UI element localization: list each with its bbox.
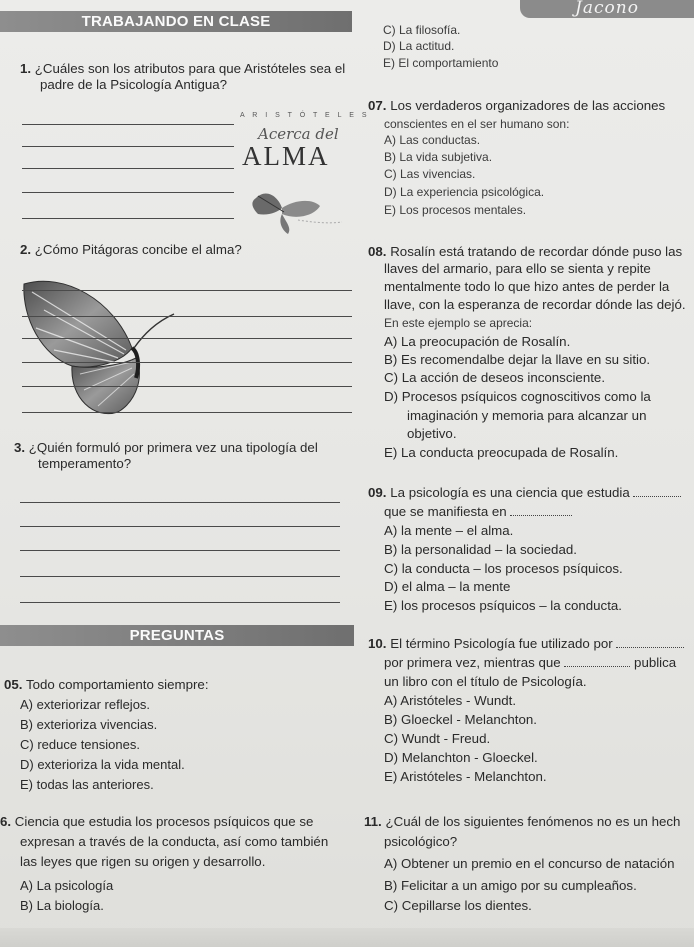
preguntas-bar: [0, 625, 354, 646]
q10-option-a: A) Aristóteles - Wundt.: [384, 693, 517, 708]
q08-line5: En este ejemplo se aprecia:: [384, 316, 533, 330]
q09-text: La psicología es una ciencia que estudia: [390, 485, 630, 500]
q1-text: ¿Cuáles son los atributos para que Aristóteles sea el: [34, 61, 346, 76]
book-author: A R I S T Ó T E L E S: [240, 112, 370, 119]
page-bottom-edge: [0, 928, 694, 947]
book-title-big: ALMA: [242, 141, 330, 171]
q07-option-d: D) La experiencia psicológica.: [384, 185, 545, 199]
q09-line1: [368, 485, 681, 500]
q06prev-option-e: E) El comportamiento: [383, 56, 499, 70]
q07-option-c: C) Las vivencias.: [384, 167, 476, 181]
q08-option-c: C) La acción de deseos inconsciente.: [384, 370, 606, 385]
q06-line3: las leyes que rigen su origen y desarrollo.: [20, 854, 266, 869]
answer-line: [20, 550, 340, 551]
answer-line: [22, 168, 234, 169]
butterfly-illustration: [14, 270, 194, 430]
q07-line2: conscientes en el ser humano son:: [384, 117, 570, 131]
q08-line1: [368, 244, 682, 259]
answer-line: [22, 146, 234, 147]
q05-number: 05.: [4, 677, 23, 692]
section-title: TRABAJANDO EN CLASE: [81, 13, 271, 30]
q09-blank-2: [510, 515, 572, 516]
q05-option-e: E) todas las anteriores.: [20, 777, 154, 792]
q10-blank-2: [564, 666, 630, 667]
q11-line1: [364, 814, 680, 829]
q08-option-b: B) Es recomendalbe dejar la llave en su sitio.: [384, 352, 651, 367]
q06-line2: expresan a través de la conducta, así como también: [20, 834, 329, 849]
q09-text2: que se manifiesta en: [384, 504, 507, 519]
q11-text: ¿Cuál de los siguientes fenómenos no es un hech: [385, 814, 681, 829]
q07-line1: [368, 98, 665, 113]
q08-text: Rosalín está tratando de recordar dónde puso las: [390, 244, 683, 259]
q10-option-d: D) Melanchton - Gloeckel.: [384, 750, 538, 765]
answer-line: [20, 576, 340, 577]
answer-line: [22, 218, 234, 219]
q07-number: 07.: [368, 98, 387, 113]
q08-option-d-cont1: imaginación y memoria para alcanzar un: [407, 408, 647, 423]
q10-option-c: C) Wundt - Freud.: [384, 731, 491, 746]
q05-option-b: B) exterioriza vivencias.: [20, 717, 158, 732]
q09-option-b: B) la personalidad – la sociedad.: [384, 542, 577, 557]
book-title-small: Acerca del: [258, 125, 339, 143]
answer-line: [22, 124, 234, 125]
answer-line: [20, 502, 340, 503]
q3-number: 3.: [14, 440, 26, 455]
q06-text: Ciencia que estudia los procesos psíquicos que se: [14, 814, 314, 829]
q07-option-a: A) Las conductas.: [384, 133, 481, 147]
q3-line2: temperamento?: [38, 456, 132, 471]
q2-text: ¿Cómo Pitágoras concibe el alma?: [34, 242, 242, 257]
q11-option-c: C) Cepillarse los dientes.: [384, 898, 532, 913]
q10-text2a: por primera vez, mientras que: [384, 655, 561, 670]
q07-text: Los verdaderos organizadores de las acciones: [390, 98, 666, 113]
q09-option-a: A) la mente – el alma.: [384, 523, 514, 538]
q2-number: 2.: [20, 242, 32, 257]
q07-option-b: B) La vida subjetiva.: [384, 150, 493, 164]
q2-line: [20, 242, 242, 257]
q09-blank-1: [633, 496, 681, 497]
q09-line2: [384, 504, 572, 519]
q05-option-c: C) reduce tensiones.: [20, 737, 140, 752]
q09-option-c: C) la conducta – los procesos psíquicos.: [384, 561, 623, 576]
brand-logo: Jacono: [520, 0, 694, 18]
q08-line2: llaves del armario, para ello se sienta y repite: [384, 261, 651, 276]
q11-number: 11.: [364, 814, 382, 829]
answer-line: [22, 192, 234, 193]
answer-line: [22, 412, 352, 413]
answer-line: [22, 338, 352, 339]
q1-number: 1.: [20, 61, 32, 76]
answer-line: [22, 386, 352, 387]
q09-option-e: E) los procesos psíquicos – la conducta.: [384, 598, 622, 613]
q10-line1: [368, 636, 684, 651]
q06prev-option-c: C) La filosofía.: [383, 23, 461, 37]
q09-number: 09.: [368, 485, 387, 500]
answer-line: [22, 316, 352, 317]
q3-text: ¿Quién formuló por primera vez una tipología del: [28, 440, 318, 455]
q05-text: Todo comportamiento siempre:: [25, 677, 209, 692]
section-title-bar: [0, 11, 352, 32]
q08-line4: llave, con la esperanza de recordar dónde las dejó.: [384, 297, 686, 312]
q3-line1: [14, 440, 318, 455]
q07-option-e: E) Los procesos mentales.: [384, 203, 527, 217]
q06prev-option-d: D) La actitud.: [383, 39, 455, 53]
q09-option-d: D) el alma – la mente: [384, 579, 511, 594]
q1-line2: padre de la Psicología Antigua?: [40, 77, 228, 92]
book-butterfly-image: [238, 186, 348, 238]
answer-line: [20, 526, 340, 527]
answer-line: [22, 362, 352, 363]
answer-line: [22, 290, 352, 291]
preguntas-title: PREGUNTAS: [129, 627, 225, 644]
q10-text2b: publica: [634, 655, 677, 670]
q11-option-b: B) Felicitar a un amigo por su cumpleaños.: [384, 878, 637, 893]
q06-number: 6.: [0, 814, 12, 829]
q05-option-a: A) exteriorizar reflejos.: [20, 697, 151, 712]
q05-option-d: D) exterioriza la vida mental.: [20, 757, 185, 772]
q08-option-d-cont2: objetivo.: [407, 426, 457, 441]
q11-option-a: A) Obtener un premio en el concurso de natación: [384, 856, 675, 871]
q08-option-a: A) La preocupación de Rosalín.: [384, 334, 571, 349]
q06-option-a: A) La psicología: [20, 878, 114, 893]
q08-line3: mentalmente todo lo que hizo antes de perder la: [384, 279, 670, 294]
q10-line2: [384, 655, 676, 670]
q11-line2: psicológico?: [384, 834, 458, 849]
q10-option-e: E) Aristóteles - Melanchton.: [384, 769, 547, 784]
q06-option-b: B) La biología.: [20, 898, 104, 913]
answer-line: [20, 602, 340, 603]
q10-number: 10.: [368, 636, 387, 651]
q05-stem: [4, 677, 209, 692]
q1-line1: [20, 61, 345, 76]
q08-option-d: D) Procesos psíquicos cognoscitivos como la: [384, 389, 651, 404]
q10-blank-1: [616, 647, 684, 648]
q10-text: El término Psicología fue utilizado por: [390, 636, 613, 651]
q08-option-e: E) La conducta preocupada de Rosalín.: [384, 445, 619, 460]
q08-number: 08.: [368, 244, 387, 259]
q06-line1: [0, 814, 313, 829]
q10-line3: un libro con el título de Psicología.: [384, 674, 587, 689]
q10-option-b: B) Gloeckel - Melanchton.: [384, 712, 537, 727]
